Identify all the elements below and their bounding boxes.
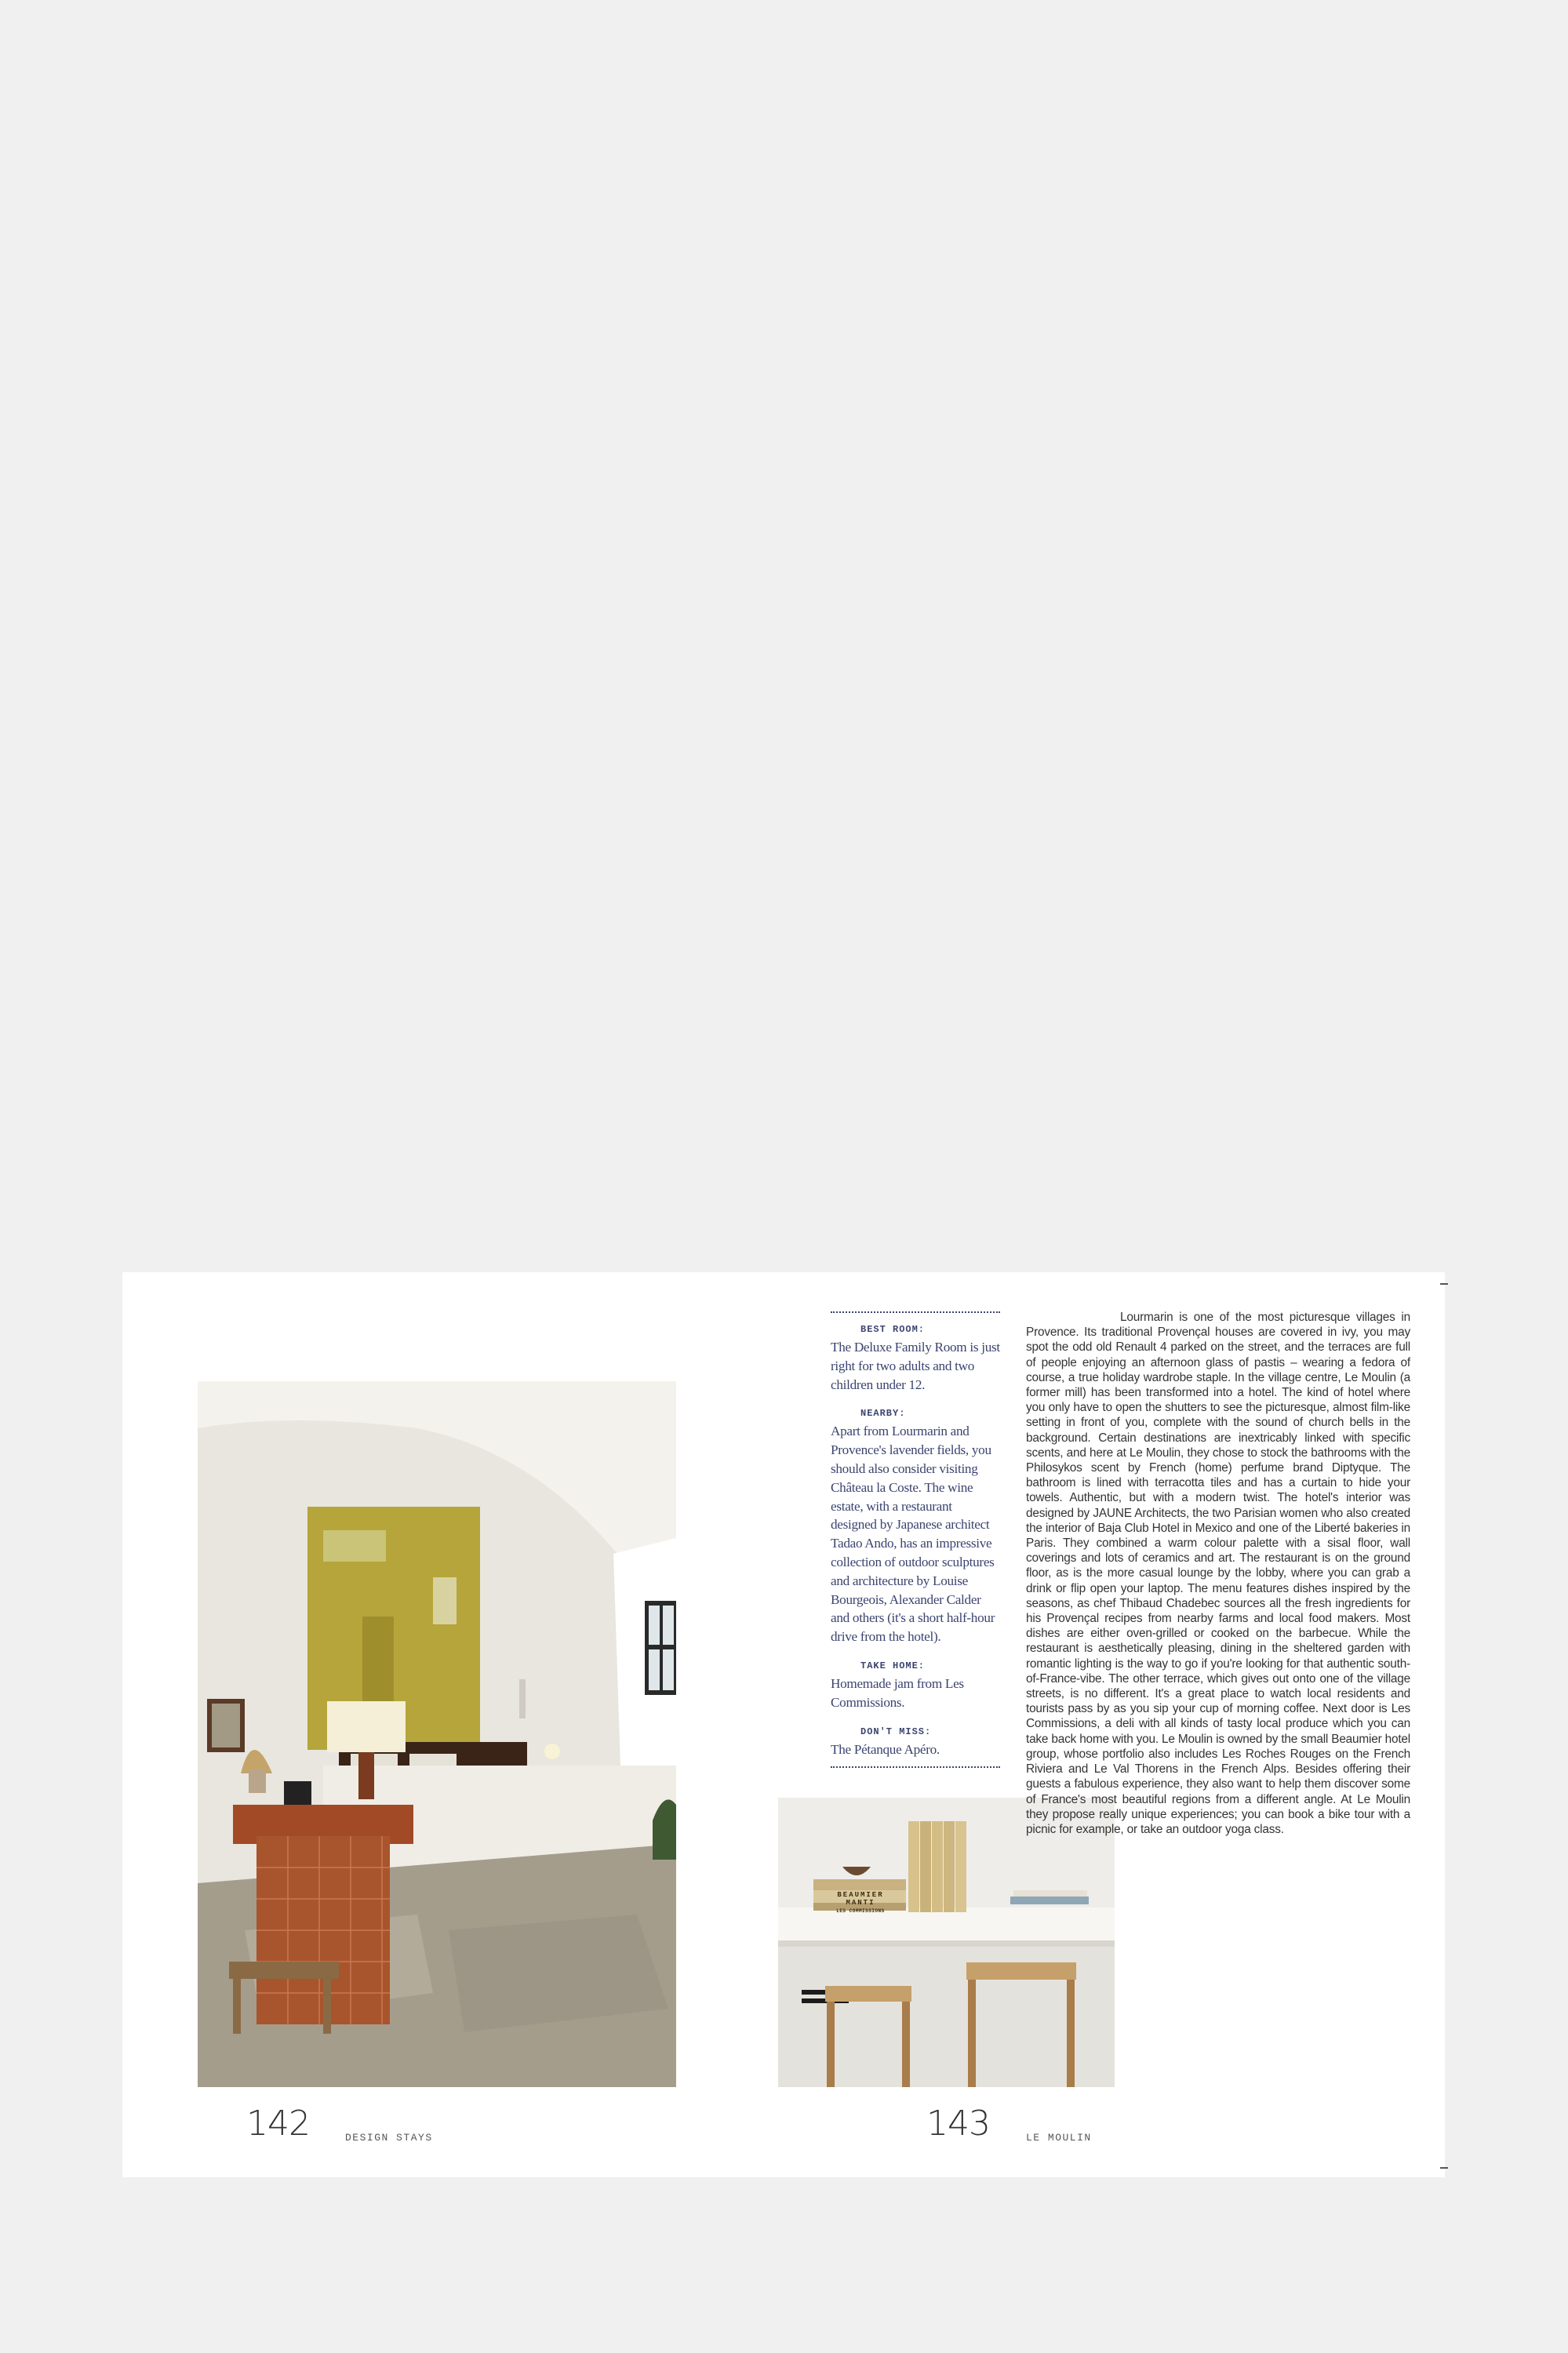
sidebar-bottom-rule xyxy=(831,1766,1000,1768)
crop-mark-bottom xyxy=(1440,2167,1448,2169)
book-spine-2: MANTI xyxy=(846,1899,875,1907)
page-number-left: 142 xyxy=(246,2104,310,2144)
article-body xyxy=(1026,1310,1410,1837)
take-home-text: Homemade jam from Les Commissions. xyxy=(831,1675,964,1710)
best-room-label: BEST ROOM: xyxy=(860,1324,926,1335)
running-head-left: DESIGN STAYS xyxy=(345,2132,433,2144)
nearby-label: NEARBY: xyxy=(860,1408,906,1420)
nearby-text: Apart from Lourmarin and Provence's lavender fields, you should also consider visiting Château la Coste. The wine estate, with a restaurant designed by Japanese architect Tadao Ando, has an impressive collection of outdoor sculptures and architecture by Louise Bourgeois, Alexander Calder and others (it's a short half-hour drive from the hotel). xyxy=(831,1424,995,1645)
best-room-text: The Deluxe Family Room is just right for two adults and two children under 12. xyxy=(831,1340,1000,1392)
book-spine-text xyxy=(814,1891,907,1915)
running-head-right: LE MOULIN xyxy=(1026,2132,1092,2144)
lobby-photo xyxy=(198,1381,676,2087)
dont-miss-text: The Pétanque Apéro. xyxy=(831,1741,940,1757)
sidebar-top-rule xyxy=(831,1311,1000,1313)
book-spine-3: LES COMMISSIONS xyxy=(836,1908,885,1914)
info-sidebar xyxy=(831,1311,1000,1768)
book-spine-1: BEAUMIER xyxy=(837,1891,884,1899)
dont-miss-label: DON'T MISS: xyxy=(860,1726,932,1737)
page-number-right: 143 xyxy=(926,2104,990,2144)
take-home-label: TAKE HOME: xyxy=(860,1660,926,1671)
crop-mark-top xyxy=(1440,1283,1448,1285)
article-text: Lourmarin is one of the most picturesque villages in Provence. Its traditional Provençal houses are covered in ivy, you may spot the odd old Renault 4 parked on the street, and the terraces are full of people enjoying an afternoon glass of pastis – wearing a fedora of course, a true holiday wardrobe staple. In the village centre, Le Moulin (a former mill) has been transformed into a hotel. The kind of hotel where you only have to open the shutters to see the picturesque, almost film-like setting in front of you, complete with the sound of church bells in the background. Certain destinations are inextricably linked with specific scents, and here at Le Moulin, they chose to stock the bathrooms with the Philosykos scent by French (home) perfume brand Diptyque. The bathroom is lined with terracotta tiles and has a curtain to hide your towels. Authentic, but with a modern twist. The hotel's interior was designed by JAUNE Architects, the two Parisian women who also created the interior of Baja Club Hotel in Mexico and one of the Liberté bakeries in Paris. They combined a warm colour palette with a sisal floor, wall coverings and lots of ceramics and art. The restaurant is on the ground floor, as is the more casual lounge by the lobby, where you can grab a drink or flip open your laptop. The menu features dishes inspired by the seasons, as chef Thibaud Chadebec sources all the fresh ingredients for his Provençal recipes from nearby farms and local food makers. Most dishes are either oven-grilled or cooked on the barbecue. While the restaurant is aesthetically pleasing, dining in the sheltered garden with romantic lighting is the way to go if you're looking for that authentic south-of-France-vibe. The other terrace, which gives out onto one of the village streets, is no different. It's a great place to watch local residents and tourists pass by as you sip your cup of morning coffee. Next door is Les Commissions, a deli with all kinds of tasty local produce which you can take back home with you. Le Moulin is owned by the small Beaumier hotel group, whose portfolio also includes Les Roches Rouges on the French Riviera and Le Val Thorens in the French Alps. Besides offering their guests a fabulous experience, they also want to help them discover some of France's most beautiful regions from a different angle. At Le Moulin they propose really unique experiences; you can book a bike tour with a picnic for example, or take an outdoor yoga class. xyxy=(1026,1311,1410,1836)
shelf-photo xyxy=(778,1798,1115,2087)
magazine-spread xyxy=(122,1272,1445,2177)
